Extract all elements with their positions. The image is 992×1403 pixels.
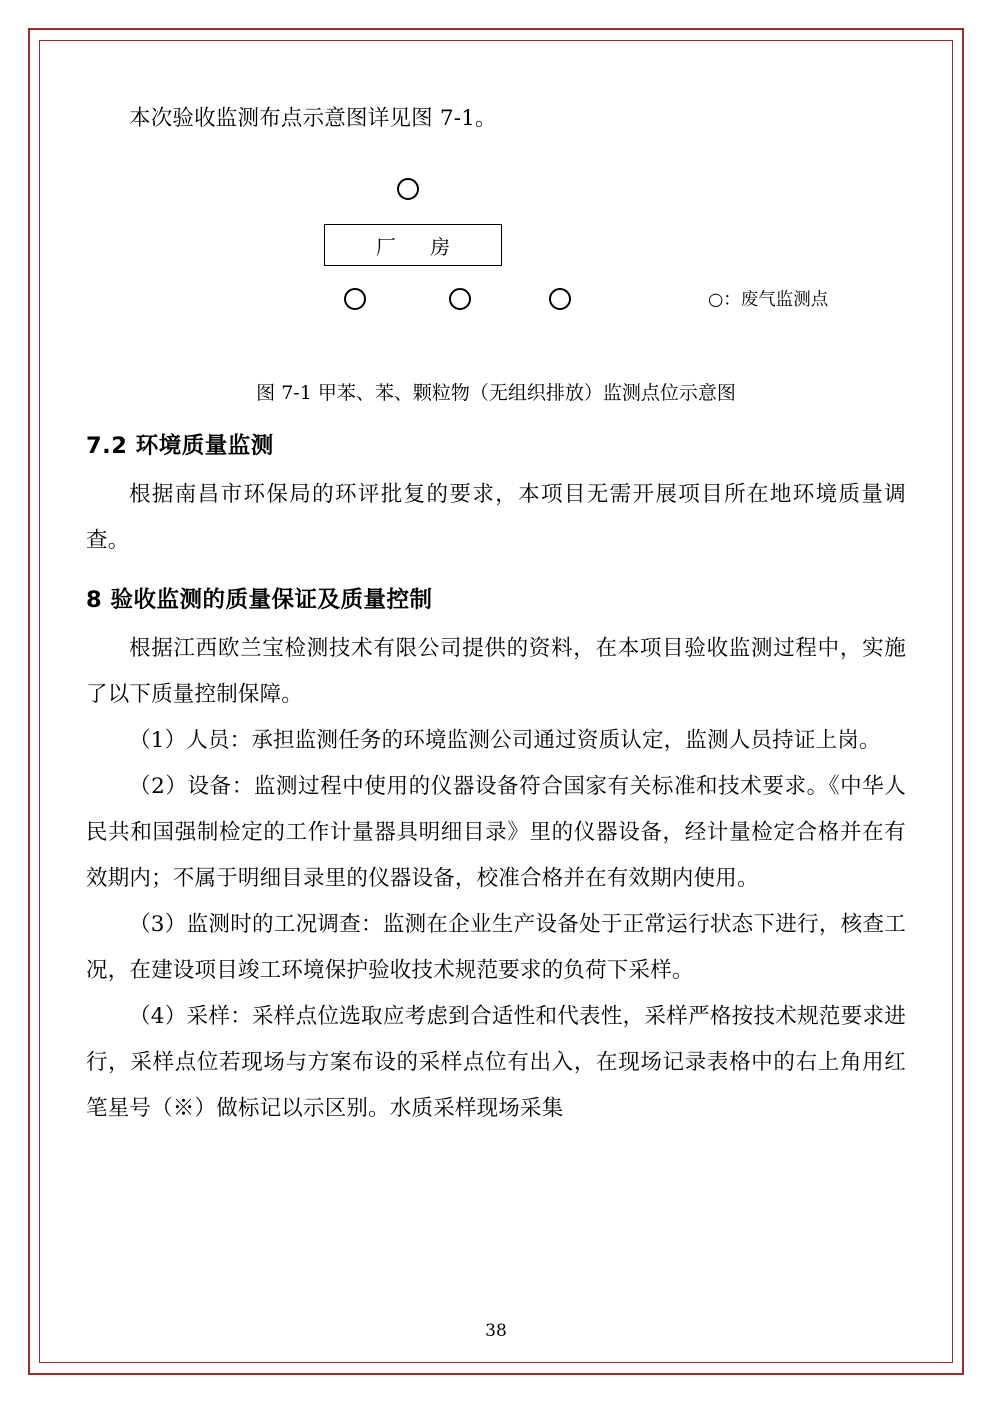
page-content [86,96,906,1132]
intro-paragraph: 本次验收监测布点示意图详见图 7-1。 [129,106,497,131]
monitor-point-circle [549,288,571,310]
page-number: 38 [485,1321,507,1341]
section-8-paragraph-1: 根据江西欧兰宝检测技术有限公司提供的资料，在本项目验收监测过程中，实施了以下质量控制保障。 [86,636,906,707]
section-8-paragraph-4: （3）监测时的工况调查：监测在企业生产设备处于正常运行状态下进行，核查工况，在建设项目竣工环境保护验收技术规范要求的负荷下采样。 [86,912,906,983]
section-8-paragraph-3: （2）设备：监测过程中使用的仪器设备符合国家有关标准和技术要求。《中华人民共和国强制检定的工作计量器具明细目录》里的仪器设备，经计量检定合格并在有效期内；不属于明细目录里的仪器设备，校准合格并在有效期内使用。 [86,774,906,891]
factory-box: 厂 房 [324,224,502,266]
section-heading-8: 8 验收监测的质量保证及质量控制 [86,587,433,613]
section-7-2-paragraph-1: 根据南昌市环保局的环评批复的要求，本项目无需开展项目所在地环境质量调查。 [86,482,906,553]
section-8-paragraph-5: （4）采样：采样点位选取应考虑到合适性和代表性，采样严格按技术规范要求进行，采样点位若现场与方案布设的采样点位有出入，在现场记录表格中的右上角用红笔星号（※）做标记以示区别。水质采样现场采集 [86,1004,906,1121]
section-8-paragraph-2: （1）人员：承担监测任务的环境监测公司通过资质认定，监测人员持证上岗。 [129,728,881,753]
monitor-point-circle [344,288,366,310]
section-heading-7-2: 7.2 环境质量监测 [86,433,274,459]
figure-legend: ○：废气监测点 [708,290,829,310]
monitor-point-circle [397,178,419,200]
figure-caption: 图 7-1 甲苯、苯、颗粒物（无组织排放）监测点位示意图 [256,382,736,404]
monitor-point-circle [449,288,471,310]
monitoring-point-figure [86,168,906,368]
